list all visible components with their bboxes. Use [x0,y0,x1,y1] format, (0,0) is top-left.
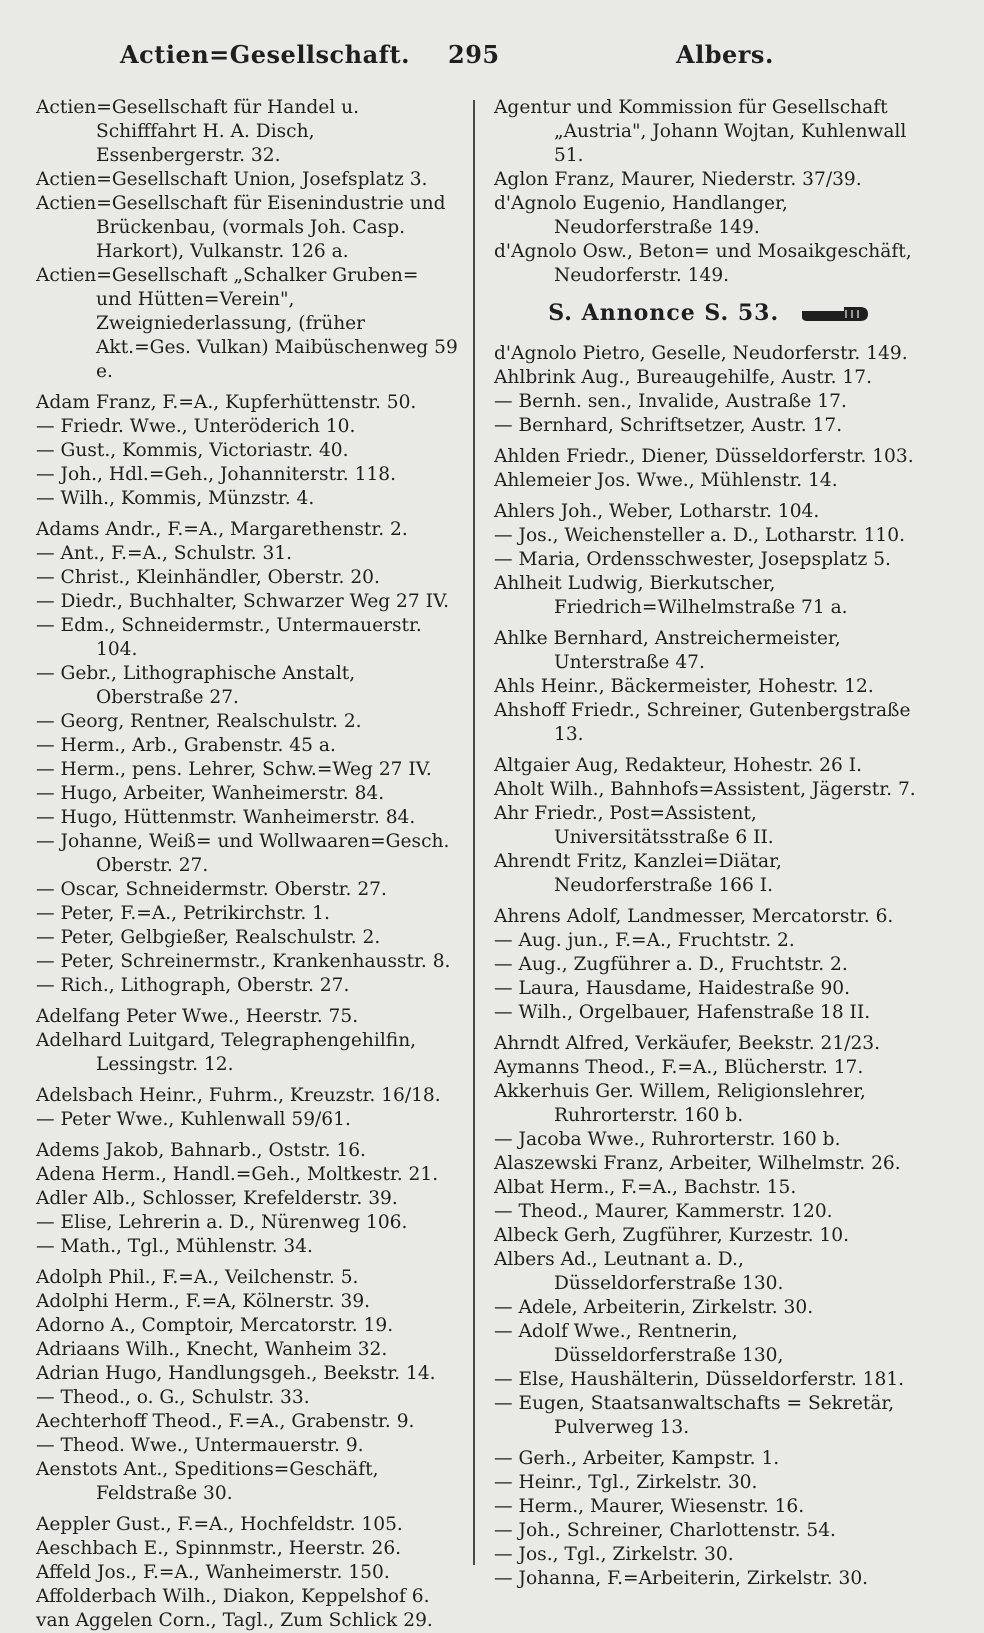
directory-entry [36,487,458,511]
entry-text: — Peter, F.=A., Petrikirchstr. 1. [36,903,330,924]
directory-entry [494,1567,924,1591]
annonce-note [494,298,924,328]
directory-entry [494,1080,924,1128]
directory-entry [36,439,458,463]
entry-text: Ahlemeier Jos. Wwe., Mühlenstr. 14. [494,470,838,491]
directory-entry [494,1519,924,1543]
entry-text: — Wilh., Orgelbauer, Hafenstraße 18 II. [494,1002,871,1023]
entry-text: Adams Andr., F.=A., Margarethenstr. 2. [36,519,408,540]
entry-text: — Gust., Kommis, Victoriastr. 40. [36,440,349,461]
directory-entry [494,1471,924,1495]
entry-text: Akkerhuis Ger. Willem, Religionslehrer, Ruhrorterstr. 160 b. [494,1081,866,1126]
directory-entry [494,953,924,977]
annonce-text: S. Annonce S. 53. [548,300,780,326]
directory-entry [36,391,458,415]
entry-text: Aenstots Ant., Speditions=Geschäft, Feldstraße 30. [36,1459,379,1504]
entry-text: d'Agnolo Osw., Beton= und Mosaikgeschäft, Neudorferstr. 149. [494,241,912,286]
entry-text: — Gebr., Lithographische Anstalt, Oberstraße 27. [36,663,356,708]
entry-text: — Jacoba Wwe., Ruhrorterstr. 160 b. [494,1129,841,1150]
directory-entry [494,445,924,469]
entry-text: — Ant., F.=A., Schulstr. 31. [36,543,293,564]
entry-text: — Friedr. Wwe., Unteröderich 10. [36,416,356,437]
directory-entry [36,806,458,830]
entry-text: Ahrens Adolf, Landmesser, Mercatorstr. 6. [494,906,894,927]
directory-entry [494,1368,924,1392]
entry-text: Albat Herm., F.=A., Bachstr. 15. [494,1177,797,1198]
column-divider [473,100,475,1565]
directory-entry [494,929,924,953]
entry-text: — Wilh., Kommis, Münzstr. 4. [36,488,315,509]
directory-entry [36,463,458,487]
directory-entry [36,1108,458,1132]
entry-text: Aymanns Theod., F.=A., Blücherstr. 17. [494,1057,864,1078]
directory-entry [36,1266,458,1290]
entry-text: — Oscar, Schneidermstr. Oberstr. 27. [36,879,387,900]
directory-entry [36,878,458,902]
directory-entry [494,572,924,620]
directory-entry [494,1248,924,1296]
page-number: 295 [448,40,500,69]
directory-entry [36,264,458,384]
entry-text: — Elise, Lehrerin a. D., Nürenweg 106. [36,1212,408,1233]
directory-entry [36,1561,458,1585]
directory-entry [36,926,458,950]
entry-text: Altgaier Aug, Redakteur, Hohestr. 26 I. [494,755,862,776]
entry-text: Actien=Gesellschaft für Handel u. Schifffahrt H. A. Disch, Essenbergerstr. 32. [36,97,359,166]
entry-text: Actien=Gesellschaft für Eisenindustrie und Brückenbau, (vormals Joh. Casp. Harkort), Vulkanstr. 126 a. [36,193,446,262]
directory-entry [494,469,924,493]
directory-entry [494,754,924,778]
right-column-top [494,96,924,288]
entry-text: Adler Alb., Schlosser, Krefelderstr. 39. [36,1188,398,1209]
entry-text: Affeld Jos., F.=A., Wanheimerstr. 150. [36,1562,390,1583]
directory-entry [494,1128,924,1152]
entry-text: — Johanne, Weiß= und Wollwaaren=Gesch. Oberstr. 27. [36,831,450,876]
directory-entry [36,1005,458,1029]
entry-text: Adam Franz, F.=A., Kupferhüttenstr. 50. [36,392,417,413]
directory-entry [36,1434,458,1458]
directory-entry [36,1290,458,1314]
directory-entry [36,192,458,264]
directory-entry [494,1056,924,1080]
entry-text: — Else, Haushälterin, Düsseldorferstr. 181. [494,1369,905,1390]
directory-entry [36,1211,458,1235]
directory-entry [494,675,924,699]
directory-entry [36,1029,458,1077]
directory-entry [494,96,924,168]
entry-text: — Herm., Arb., Grabenstr. 45 a. [36,735,336,756]
pointing-hand-icon [800,305,870,323]
directory-entry [494,627,924,675]
entry-text: Adriaans Wilh., Knecht, Wanheim 32. [36,1339,388,1360]
entry-text: Agentur und Kommission für Gesellschaft „Austria", Johann Wojtan, Kuhlenwall 51. [494,97,907,166]
entry-text: — Joh., Schreiner, Charlottenstr. 54. [494,1520,836,1541]
directory-entry [36,168,458,192]
entry-text: Actien=Gesellschaft Union, Josefsplatz 3. [36,169,428,190]
entry-text: — Adolf Wwe., Rentnerin, Düsseldorferstraße 130, [494,1321,784,1366]
page-header [0,40,984,80]
directory-entry [494,342,924,366]
directory-entry [36,1139,458,1163]
directory-entry [36,96,458,168]
directory-entry [494,905,924,929]
entry-text: — Edm., Schneidermstr., Untermauerstr. 104. [36,615,422,660]
entry-text: Ahlers Joh., Weber, Lotharstr. 104. [494,501,820,522]
directory-entry [36,1314,458,1338]
entry-text: Ahrndt Alfred, Verkäufer, Beekstr. 21/23. [494,1033,881,1054]
directory-entry [494,192,924,240]
entry-text: — Hugo, Hüttenmstr. Wanheimerstr. 84. [36,807,416,828]
directory-entry [494,548,924,572]
entry-text: — Christ., Kleinhändler, Oberstr. 20. [36,567,380,588]
entry-text: — Theod., o. G., Schulstr. 33. [36,1387,310,1408]
entry-text: Ahlbrink Aug., Bureaugehilfe, Austr. 17. [494,367,873,388]
entry-text: Ahls Heinr., Bäckermeister, Hohestr. 12. [494,676,874,697]
directory-entry [36,1362,458,1386]
directory-entry [36,542,458,566]
directory-entry [494,390,924,414]
entry-text: — Georg, Rentner, Realschulstr. 2. [36,711,362,732]
entry-text: — Jos., Weichensteller a. D., Lotharstr. 110. [494,525,905,546]
entry-text: — Herm., Maurer, Wiesenstr. 16. [494,1496,805,1517]
directory-entry [494,850,924,898]
directory-entry [494,1224,924,1248]
directory-entry [36,1084,458,1108]
directory-entry [36,518,458,542]
directory-entry [36,734,458,758]
directory-entry [36,1585,458,1609]
entry-text: — Laura, Hausdame, Haidestraße 90. [494,978,851,999]
directory-entry [36,974,458,998]
entry-text: d'Agnolo Pietro, Geselle, Neudorferstr. 149. [494,343,908,364]
entry-text: Adems Jakob, Bahnarb., Oststr. 16. [36,1140,366,1161]
entry-text: — Gerh., Arbeiter, Kampstr. 1. [494,1448,780,1469]
entry-text: — Peter Wwe., Kuhlenwall 59/61. [36,1109,351,1130]
entry-text: van Aggelen Corn., Tagl., Zum Schlick 29. [36,1610,433,1631]
entry-text: — Heinr., Tgl., Zirkelstr. 30. [494,1472,758,1493]
directory-entry [36,782,458,806]
entry-text: — Peter, Schreinermstr., Krankenhausstr. 8. [36,951,451,972]
entry-text: Ahrendt Fritz, Kanzlei=Diätar, Neudorferstraße 166 I. [494,851,782,896]
directory-entry [36,415,458,439]
entry-text: — Theod., Maurer, Kammerstr. 120. [494,1201,833,1222]
header-right-title: Albers. [676,40,774,69]
entry-text: — Hugo, Arbeiter, Wanheimerstr. 84. [36,783,385,804]
directory-entry [494,1200,924,1224]
entry-text: Albers Ad., Leutnant a. D., Düsseldorferstraße 130. [494,1249,784,1294]
entry-text: — Rich., Lithograph, Oberstr. 27. [36,975,350,996]
entry-text: — Diedr., Buchhalter, Schwarzer Weg 27 IV. [36,591,450,612]
directory-entry [36,902,458,926]
entry-text: — Aug. jun., F.=A., Fruchtstr. 2. [494,930,795,951]
entry-text: — Math., Tgl., Mühlenstr. 34. [36,1236,313,1257]
entry-text: — Jos., Tgl., Zirkelstr. 30. [494,1544,734,1565]
directory-entry [494,778,924,802]
entry-text: Ahlden Friedr., Diener, Düsseldorferstr. 103. [494,446,914,467]
directory-entry [36,1163,458,1187]
directory-entry [494,414,924,438]
directory-entry [36,1410,458,1434]
entry-text: — Herm., pens. Lehrer, Schw.=Weg 27 IV. [36,759,432,780]
entry-text: Ahr Friedr., Post=Assistent, Universitätsstraße 6 II. [494,803,774,848]
directory-entry [36,758,458,782]
entry-text: Adolphi Herm., F.=A, Kölnerstr. 39. [36,1291,371,1312]
entry-text: — Adele, Arbeiterin, Zirkelstr. 30. [494,1297,814,1318]
right-column [494,96,924,1591]
directory-entry [494,240,924,288]
entry-text: Alaszewski Franz, Arbeiter, Wilhelmstr. 26. [494,1153,901,1174]
directory-entry [494,977,924,1001]
entry-text: Ahshoff Friedr., Schreiner, Gutenbergstraße 13. [494,700,911,745]
directory-entry [36,1513,458,1537]
directory-entry [494,699,924,747]
entry-text: Aholt Wilh., Bahnhofs=Assistent, Jägerstr. 7. [494,779,916,800]
directory-entry [36,710,458,734]
directory-entry [494,168,924,192]
entry-text: Adorno A., Comptoir, Mercatorstr. 19. [36,1315,394,1336]
entry-text: — Aug., Zugführer a. D., Fruchtstr. 2. [494,954,848,975]
directory-entry [36,1537,458,1561]
directory-entry [494,366,924,390]
entry-text: Adrian Hugo, Handlungsgeh., Beekstr. 14. [36,1363,436,1384]
entry-text: — Johanna, F.=Arbeiterin, Zirkelstr. 30. [494,1568,869,1589]
directory-entry [494,1032,924,1056]
directory-entry [36,566,458,590]
directory-entry [36,590,458,614]
directory-entry [36,830,458,878]
entry-text: — Bernh. sen., Invalide, Austraße 17. [494,391,847,412]
entry-text: Ahlke Bernhard, Anstreichermeister, Unterstraße 47. [494,628,841,673]
directory-entry [36,1187,458,1211]
directory-entry [494,1320,924,1368]
left-column [36,96,458,1633]
directory-entry [494,1495,924,1519]
directory-entry [494,802,924,850]
directory-entry [36,950,458,974]
directory-entry [494,1001,924,1025]
entry-text: Affolderbach Wilh., Diakon, Keppelshof 6. [36,1586,430,1607]
entry-text: — Peter, Gelbgießer, Realschulstr. 2. [36,927,381,948]
entry-text: Ahlheit Ludwig, Bierkutscher, Friedrich=Wilhelmstraße 71 a. [494,573,848,618]
directory-entry [36,1386,458,1410]
directory-entry [494,1296,924,1320]
right-column-bottom [494,342,924,1591]
directory-entry [36,1235,458,1259]
entry-text: Aeschbach E., Spinnmstr., Heerstr. 26. [36,1538,402,1559]
entry-text: — Eugen, Staatsanwaltschafts = Sekretär, Pulverweg 13. [494,1393,895,1438]
entry-text: — Bernhard, Schriftsetzer, Austr. 17. [494,415,843,436]
directory-entry [494,524,924,548]
entry-text: — Theod. Wwe., Untermauerstr. 9. [36,1435,364,1456]
directory-entry [36,614,458,662]
directory-entry [36,662,458,710]
entry-text: — Maria, Ordensschwester, Josepsplatz 5. [494,549,891,570]
directory-entry [36,1338,458,1362]
entry-text: Aeppler Gust., F.=A., Hochfeldstr. 105. [36,1514,403,1535]
entry-text: Adolph Phil., F.=A., Veilchenstr. 5. [36,1267,359,1288]
entry-text: Adena Herm., Handl.=Geh., Moltkestr. 21. [36,1164,439,1185]
directory-entry [36,1609,458,1633]
entry-text: Aglon Franz, Maurer, Niederstr. 37/39. [494,169,862,190]
header-left-title: Actien=Gesellschaft. [120,40,410,69]
entry-text: Adelfang Peter Wwe., Heerstr. 75. [36,1006,359,1027]
entry-text: Albeck Gerh, Zugführer, Kurzestr. 10. [494,1225,849,1246]
entry-text: Adelhard Luitgard, Telegraphengehilfin, Lessingstr. 12. [36,1030,417,1075]
directory-entry [494,1543,924,1567]
entry-text: d'Agnolo Eugenio, Handlanger, Neudorferstraße 149. [494,193,788,238]
directory-entry [494,500,924,524]
entry-text: — Joh., Hdl.=Geh., Johanniterstr. 118. [36,464,397,485]
directory-entry [494,1392,924,1440]
directory-entry [494,1152,924,1176]
entry-text: Adelsbach Heinr., Fuhrm., Kreuzstr. 16/18. [36,1085,441,1106]
directory-entry [494,1447,924,1471]
entry-text: Actien=Gesellschaft „Schalker Gruben= und Hütten=Verein", Zweigniederlassung, (früher Akt.=Ges. Vulkan) Maibüschenweg 59 e. [36,265,458,382]
directory-entry [494,1176,924,1200]
entry-text: Aechterhoff Theod., F.=A., Grabenstr. 9. [36,1411,415,1432]
directory-entry [36,1458,458,1506]
